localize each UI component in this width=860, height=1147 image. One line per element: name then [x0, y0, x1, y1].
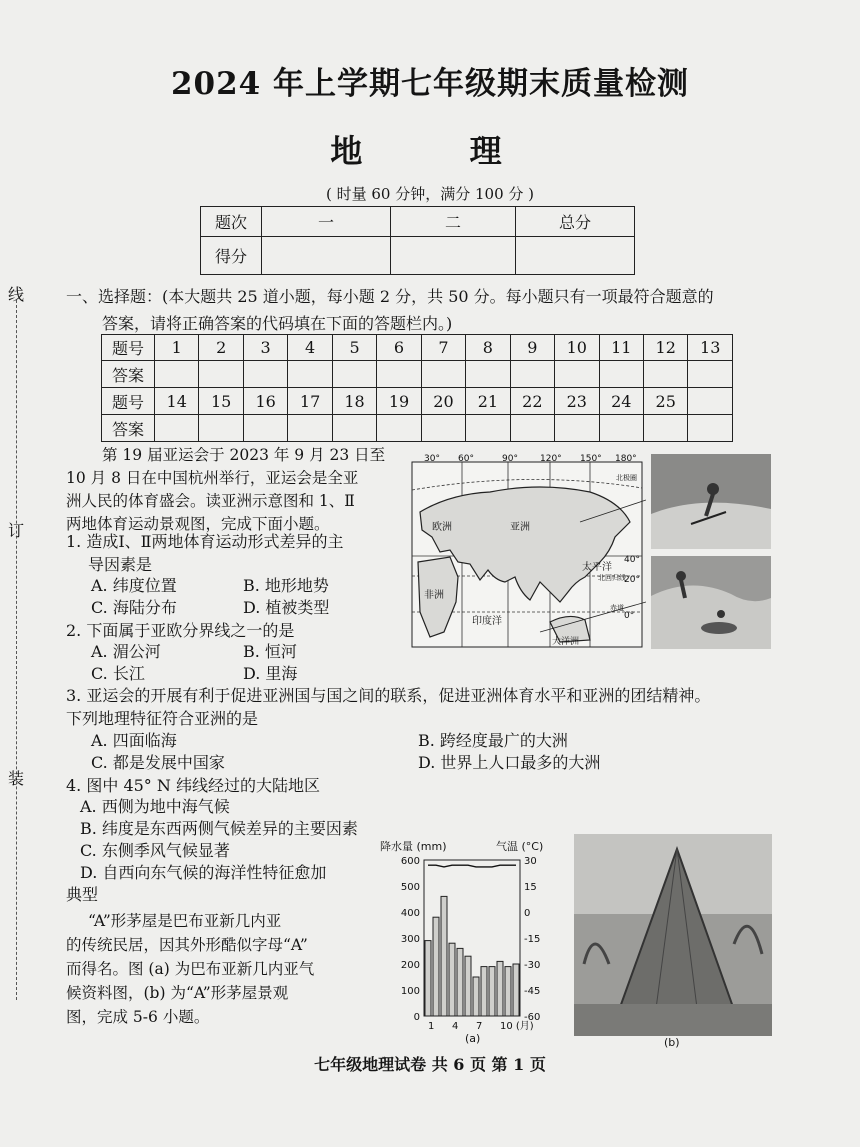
precipitation-bar	[425, 941, 431, 1016]
right-tick-label: 15	[524, 882, 537, 893]
chart-ylabel-left: 降水量 (mm)	[380, 840, 447, 853]
photo-surfing	[651, 556, 771, 649]
answer-cell[interactable]	[377, 361, 421, 388]
chart-caption: (a)	[465, 1032, 481, 1045]
intro2-line: 图，完成 5-6 小题。	[66, 1008, 210, 1026]
answer-cell[interactable]	[199, 415, 243, 442]
score-header-cell: 总分	[516, 207, 635, 237]
precipitation-bar	[449, 943, 455, 1016]
answer-row-label: 答案	[102, 415, 155, 442]
x-tick-label: 4	[452, 1021, 459, 1032]
intro-line: 第 19 届亚运会于 2023 年 9 月 23 日至	[102, 446, 386, 464]
margin-mark-xian: 线	[8, 285, 25, 304]
lon-label: 180°	[615, 454, 637, 464]
intro2-paragraph	[66, 909, 376, 1029]
score-table	[200, 206, 635, 275]
arc-label: 北极圈	[616, 474, 637, 482]
intro-paragraph	[66, 444, 401, 536]
page-title: 2024 年上学期七年级期末质量检测	[170, 66, 690, 102]
question-1	[66, 530, 406, 576]
question-number: 20	[421, 388, 465, 415]
precipitation-bar	[457, 948, 463, 1016]
q4-option-d-cont: 典型	[66, 885, 99, 904]
binding-line	[16, 300, 18, 1000]
q4-option-c[interactable]: C. 东侧季风气候显著	[80, 841, 230, 860]
q1-option-d[interactable]: D. 植被类型	[243, 598, 330, 617]
question-number: 23	[555, 388, 599, 415]
score-header-cell: 一	[262, 207, 391, 237]
question-stem: 下列地理特征符合亚洲的是	[66, 709, 259, 728]
x-tick-label: 1	[428, 1021, 435, 1032]
climate-chart	[380, 852, 560, 1037]
region-label: 亚洲	[510, 522, 530, 533]
right-tick-label: -15	[524, 934, 541, 945]
question-number: 13	[688, 335, 733, 361]
intro2-line: “A”形茅屋是巴布亚新几内亚	[88, 912, 282, 930]
lon-label: 120°	[540, 454, 562, 464]
question-3	[66, 684, 786, 730]
answer-cell[interactable]	[688, 361, 733, 388]
left-tick-label: 600	[400, 856, 420, 867]
right-tick-label: -30	[524, 960, 541, 971]
section1-line: 一、选择题：(本大题共 25 道小题，每小题 2 分，共 50 分。每小题只有一项最符合题意的	[66, 287, 714, 306]
answer-cell[interactable]	[332, 361, 376, 388]
q2-option-d[interactable]: D. 里海	[243, 664, 298, 683]
answer-cell[interactable]	[199, 361, 243, 388]
score-header-cell: 题次	[201, 207, 262, 237]
question-stem: 1. 造成Ⅰ、Ⅱ两地体育运动形式差异的主	[66, 532, 344, 551]
right-tick-label: -60	[524, 1012, 541, 1023]
q3-option-c[interactable]: C. 都是发展中国家	[91, 753, 225, 772]
answer-cell[interactable]	[288, 415, 332, 442]
answer-cell[interactable]	[421, 361, 465, 388]
question-number: 5	[332, 335, 376, 361]
answer-cell[interactable]	[555, 361, 599, 388]
question-number: 21	[466, 388, 510, 415]
lon-label: 60°	[458, 454, 474, 464]
question-number: 18	[332, 388, 376, 415]
left-tick-label: 100	[400, 986, 420, 997]
answer-cell[interactable]	[466, 415, 510, 442]
question-number: 9	[510, 335, 554, 361]
precipitation-bar	[473, 977, 479, 1016]
answer-cell[interactable]	[155, 361, 199, 388]
answer-row-label: 题号	[102, 335, 155, 361]
answer-cell[interactable]	[421, 415, 465, 442]
margin-mark-zhuang: 装	[8, 769, 25, 788]
left-tick-label: 200	[400, 960, 420, 971]
score-cell[interactable]	[516, 237, 635, 275]
answer-cell[interactable]	[555, 415, 599, 442]
x-tick-label: 7	[476, 1021, 483, 1032]
q3-option-a[interactable]: A. 四面临海	[91, 731, 177, 750]
answer-cell[interactable]	[688, 415, 733, 442]
intro2-line: 而得名。图 (a) 为巴布亚新几内亚气	[66, 960, 315, 978]
right-tick-label: 30	[524, 856, 537, 867]
x-tick-label: 10 (月)	[500, 1021, 534, 1032]
q2-option-a[interactable]: A. 湄公河	[91, 642, 161, 661]
chart-ylabel-right: 气温 (°C)	[496, 840, 544, 853]
region-label: 印度洋	[472, 616, 502, 627]
question-number: 1	[155, 335, 199, 361]
answer-cell[interactable]	[643, 361, 687, 388]
question-number: 17	[288, 388, 332, 415]
section1-instructions	[66, 283, 786, 337]
precipitation-bar	[513, 964, 519, 1016]
photo-a-frame-house	[574, 834, 772, 1036]
precipitation-bar	[441, 896, 447, 1016]
section1-line: 答案，请将正确答案的代码填在下面的答题栏内。)	[102, 314, 453, 333]
precipitation-bar	[465, 956, 471, 1016]
region-label: 大洋洲	[552, 637, 580, 647]
answer-cell[interactable]	[332, 415, 376, 442]
q1-option-b[interactable]: B. 地形地势	[243, 576, 329, 595]
question-number: 24	[599, 388, 643, 415]
score-cell[interactable]	[262, 237, 391, 275]
page-footer: 七年级地理试卷 共 6 页 第 1 页	[314, 1055, 546, 1074]
q4-option-b[interactable]: B. 纬度是东西两侧气候差异的主要因素	[80, 819, 358, 838]
margin-mark-ding: 订	[8, 521, 25, 540]
question-number: 4	[288, 335, 332, 361]
question-number: 7	[421, 335, 465, 361]
q3-option-b[interactable]: B. 跨经度最广的大洲	[418, 731, 568, 750]
lat-label: 20°	[624, 575, 640, 585]
left-tick-label: 400	[400, 908, 420, 919]
answer-cell[interactable]	[377, 415, 421, 442]
question-2-stem: 2. 下面属于亚欧分界线之一的是	[66, 621, 295, 640]
asia-map	[410, 452, 646, 650]
question-number: 8	[466, 335, 510, 361]
precipitation-bar	[505, 967, 511, 1016]
answer-cell[interactable]	[243, 415, 287, 442]
score-header-cell: 二	[391, 207, 516, 237]
lon-label: 30°	[424, 454, 440, 464]
answer-cell[interactable]	[243, 361, 287, 388]
answer-table	[101, 334, 733, 442]
intro2-line: 的传统民居，因其外形酷似字母“A”	[66, 936, 308, 954]
region-label: 太平洋	[582, 562, 612, 573]
answer-row-label: 答案	[102, 361, 155, 388]
left-tick-label: 0	[413, 1012, 420, 1023]
region-label: 欧洲	[432, 522, 452, 533]
answer-row-label: 题号	[102, 388, 155, 415]
question-number: 22	[510, 388, 554, 415]
time-info: ( 时量 60 分钟，满分 100 分 )	[325, 185, 535, 203]
precipitation-bar	[481, 967, 487, 1016]
score-cell[interactable]	[391, 237, 516, 275]
line-label: 北回归线	[598, 574, 626, 582]
question-number: 16	[243, 388, 287, 415]
question-number: 14	[155, 388, 199, 415]
right-tick-label: -45	[524, 986, 541, 997]
answer-cell[interactable]	[599, 361, 643, 388]
answer-cell[interactable]	[155, 415, 199, 442]
left-tick-label: 500	[400, 882, 420, 893]
answer-cell[interactable]	[288, 361, 332, 388]
answer-cell[interactable]	[466, 361, 510, 388]
answer-cell[interactable]	[643, 415, 687, 442]
q2-option-c[interactable]: C. 长江	[91, 664, 145, 683]
precipitation-bar	[497, 961, 503, 1016]
question-number: 3	[243, 335, 287, 361]
lon-label: 90°	[502, 454, 518, 464]
q2-option-b[interactable]: B. 恒河	[243, 642, 297, 661]
temperature-line	[428, 865, 516, 867]
q4-option-a[interactable]: A. 西侧为地中海气候	[80, 797, 230, 816]
question-stem: 3. 亚运会的开展有利于促进亚洲国与国之间的联系，促进亚洲体育水平和亚洲的团结精神。	[66, 686, 711, 705]
question-4-stem: 4. 图中 45° N 纬线经过的大陆地区	[66, 776, 320, 795]
line-label: 赤道	[610, 604, 624, 612]
photo-caption: (b)	[664, 1036, 680, 1049]
score-row-label: 得分	[201, 237, 262, 275]
question-number	[688, 388, 733, 415]
question-number: 12	[643, 335, 687, 361]
answer-cell[interactable]	[510, 415, 554, 442]
question-stem: 导因素是	[88, 555, 153, 574]
left-tick-label: 300	[400, 934, 420, 945]
q4-option-d[interactable]: D. 自西向东气候的海洋性特征愈加	[80, 863, 327, 882]
q1-option-a[interactable]: A. 纬度位置	[91, 576, 177, 595]
question-number: 19	[377, 388, 421, 415]
answer-cell[interactable]	[599, 415, 643, 442]
intro-line: 两地体育运动景观图，完成下面小题。	[66, 515, 330, 533]
intro2-line: 候资料图，(b) 为“A”形茅屋景观	[66, 984, 289, 1002]
region-label: 非洲	[424, 590, 444, 601]
intro-line: 10 月 8 日在中国杭州举行，亚运会是全亚	[66, 469, 359, 487]
lon-label: 150°	[580, 454, 602, 464]
question-number: 10	[555, 335, 599, 361]
lat-label: 40°	[624, 555, 640, 565]
q3-option-d[interactable]: D. 世界上人口最多的大洲	[418, 753, 601, 772]
question-number: 25	[643, 388, 687, 415]
answer-cell[interactable]	[510, 361, 554, 388]
question-number: 2	[199, 335, 243, 361]
question-number: 15	[199, 388, 243, 415]
precipitation-bar	[433, 917, 439, 1016]
right-tick-label: 0	[524, 908, 531, 919]
question-number: 6	[377, 335, 421, 361]
photo-skiing	[651, 454, 771, 549]
question-number: 11	[599, 335, 643, 361]
intro-line: 洲人民的体育盛会。读亚洲示意图和 1、Ⅱ	[66, 492, 355, 510]
q1-option-c[interactable]: C. 海陆分布	[91, 598, 177, 617]
precipitation-bar	[489, 967, 495, 1016]
lat-label: 0°	[624, 611, 635, 621]
subject-title: 地 理	[330, 132, 530, 170]
